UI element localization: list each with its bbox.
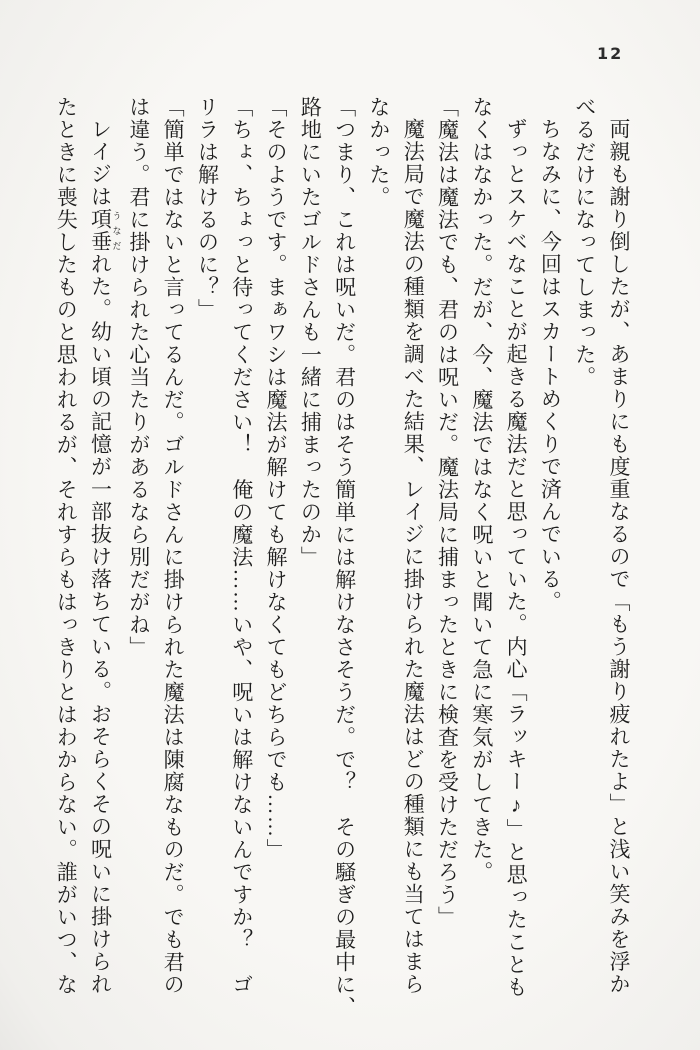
text-line: 魔法局で魔法の種類を調べた結果、レイジに掛けられた魔法はどの種類にも当てはまら — [401, 118, 426, 996]
text-line: レイジは項垂 うなだれた。幼い頃の記憶が一部抜け落ちている。おそらくその呪いに掛けられ — [88, 118, 122, 996]
text-line: 「ちょ、ちょっと待ってください！ 俺の魔法……いや、呪いは解けないんですか？ ゴ — [229, 96, 254, 996]
text-line: 「つまり、これは呪いだ。君のはそう簡単には解けなさそうだ。で？ その騒ぎの最中に、 — [332, 96, 357, 1019]
furigana-ruby: 項垂 うなだ — [88, 208, 122, 254]
text-line: 「そのようです。まぁワシは魔法が解けても解けなくてもどちらでも……」 — [264, 96, 289, 861]
text-columns — [49, 96, 636, 1018]
text-line: リラは解けるのに？」 — [195, 96, 220, 321]
text-line: 「魔法は魔法でも、君のは呪いだ。魔法局に捕まったときに検査を受けただろう」 — [435, 96, 460, 929]
text-line: なくはなかった。だが、今、魔法ではなく呪いと聞いて急に寒気がしてきた。 — [469, 96, 494, 884]
text-line: たときに喪失したものと思われるが、それすらもはっきりとはわからない。誰がいつ、な — [54, 96, 79, 996]
text-line: ずっとスケベなことが起きる魔法だと思っていた。内心「ラッキー♪」と思ったことも — [504, 118, 529, 999]
text-line: 両親も謝り倒したが、あまりにも度重なるので「もう謝り疲れたよ」と浅い笑みを浮か — [607, 118, 631, 996]
text-line: 「簡単ではないと言ってるんだ。ゴルドさんに掛けられた魔法は陳腐なものだ。でも君の — [161, 96, 186, 996]
text-line: ちなみに、今回はスカートめくりで済んでいる。 — [538, 118, 563, 614]
text-line: なかった。 — [366, 96, 391, 209]
text-line: 路地にいたゴルドさんも一緒に捕まったのか」 — [298, 96, 323, 569]
text-line: は違う。君に掛けられた心当たりがあるなら別だがね」 — [126, 96, 151, 659]
page-number: 12 — [597, 44, 624, 63]
text-line: べるだけになってしまった。 — [572, 96, 597, 389]
